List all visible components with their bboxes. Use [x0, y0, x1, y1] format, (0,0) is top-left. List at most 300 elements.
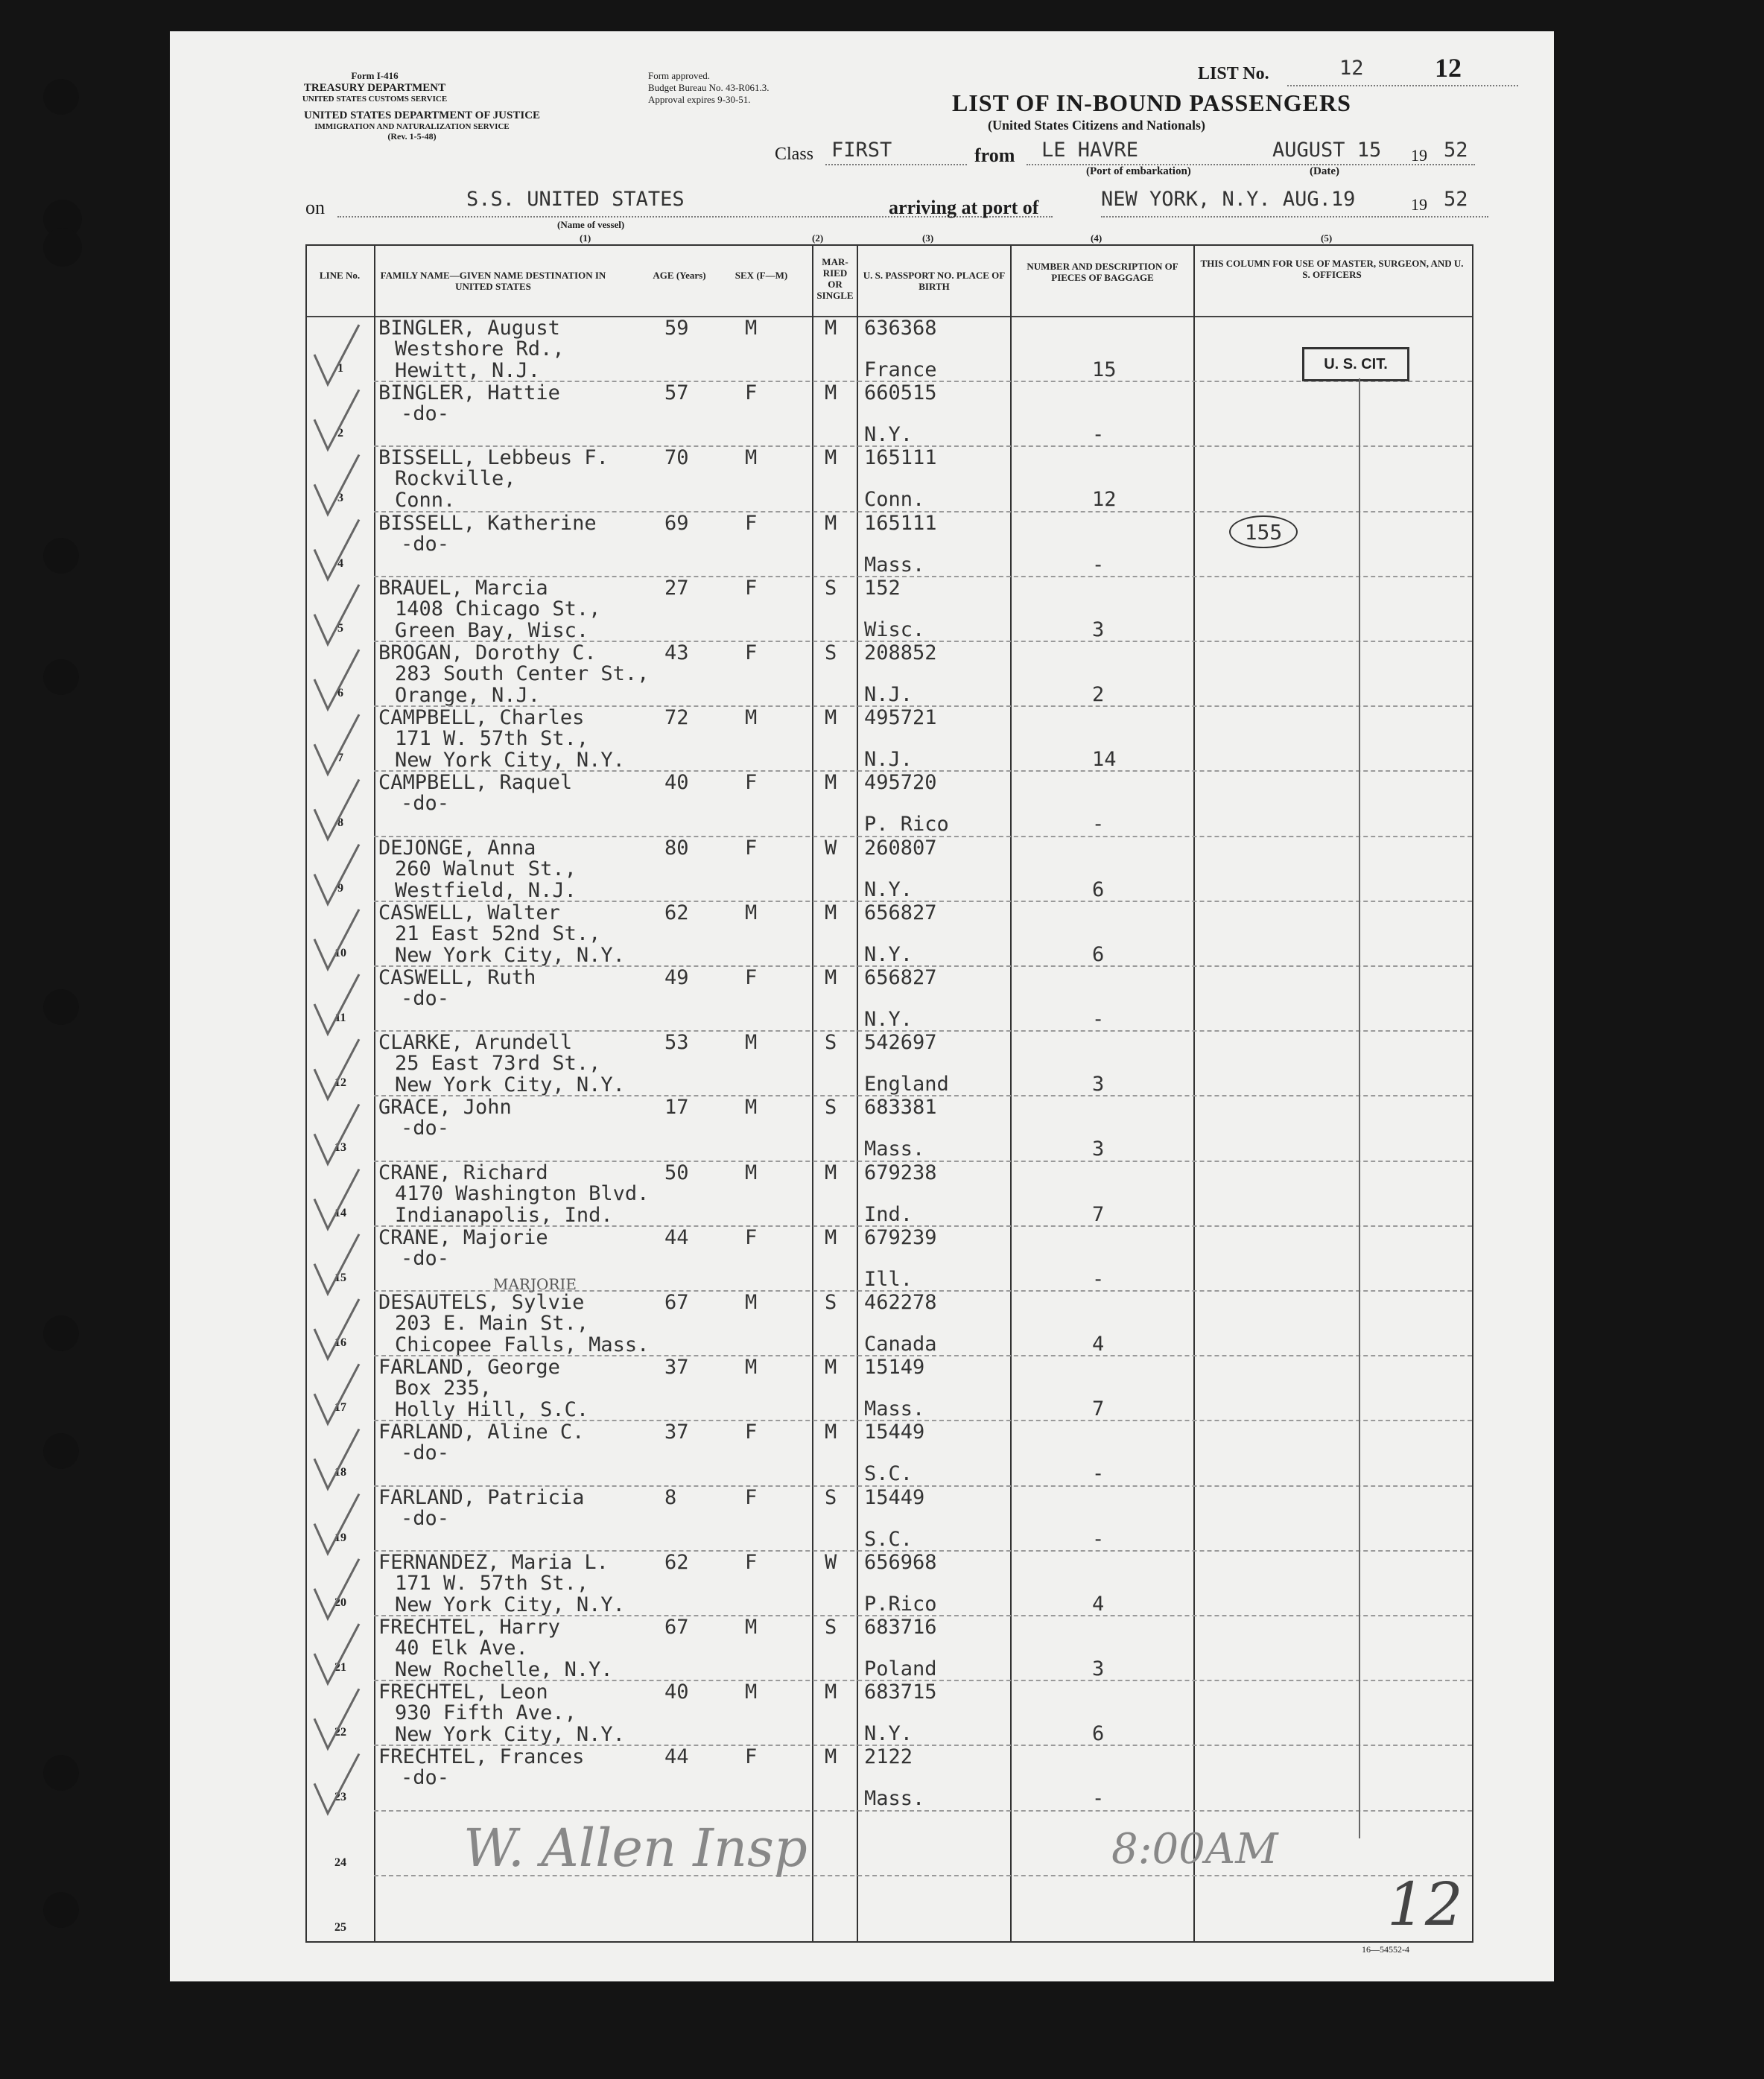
- passenger-name: CRANE, Richard: [378, 1161, 548, 1184]
- inspector-signature: W. Allen Insp: [463, 1818, 808, 1879]
- class-label: Class: [775, 145, 814, 164]
- passport-number: 152: [864, 576, 901, 600]
- col-number-5: (5): [1321, 232, 1333, 244]
- passenger-address: -do-: [401, 532, 450, 556]
- passenger-name: DEJONGE, Anna: [378, 836, 536, 860]
- marital-status: M: [825, 771, 837, 795]
- class-line: [825, 164, 967, 165]
- age: 67: [664, 1291, 689, 1314]
- col-divider-officers: [1193, 246, 1195, 1941]
- passport-number: 462278: [864, 1291, 937, 1314]
- sex: M: [745, 901, 758, 924]
- sex: F: [745, 1421, 758, 1444]
- place-of-birth: N.Y.: [864, 1722, 913, 1746]
- sex: M: [745, 1161, 758, 1184]
- marital-status: M: [825, 1745, 837, 1769]
- passenger-name: CRANE, Majorie: [378, 1225, 548, 1249]
- passport-number: 656827: [864, 901, 937, 924]
- place-of-birth: Mass.: [864, 1787, 925, 1811]
- date-line: [1251, 164, 1475, 165]
- passport-number: 683715: [864, 1680, 937, 1704]
- check-mark: [314, 325, 359, 384]
- marital-status: M: [825, 1225, 837, 1249]
- punch-hole: [43, 79, 79, 115]
- passenger-address: 1408 Chicago St.,: [395, 597, 601, 620]
- passenger-name: BRAUEL, Marcia: [378, 576, 548, 600]
- age: 62: [664, 901, 689, 924]
- vessel-col: (1): [580, 232, 591, 244]
- header-line-no: LINE No.: [319, 270, 361, 281]
- sex: F: [745, 1485, 758, 1509]
- passport-number: 495721: [864, 706, 937, 730]
- passenger-address: 930 Fifth Ave.,: [395, 1701, 577, 1725]
- line-number: 7: [337, 752, 343, 765]
- date-year-prefix: 19: [1411, 146, 1427, 165]
- passenger-name: CAMPBELL, Charles: [378, 706, 585, 730]
- check-mark: [314, 1753, 359, 1813]
- passenger-address: Hewitt, N.J.: [395, 359, 541, 382]
- sex: F: [745, 511, 758, 535]
- vessel-caption: (Name of vessel): [557, 219, 625, 230]
- passenger-name: BINGLER, August: [378, 317, 560, 340]
- baggage-count: 3: [1092, 1137, 1105, 1161]
- passenger-address: 283 South Center St.,: [395, 662, 650, 685]
- list-no-typed: 12: [1339, 57, 1364, 80]
- passenger-name: BISSELL, Lebbeus F.: [378, 446, 609, 470]
- check-mark: [314, 390, 359, 449]
- age: 50: [664, 1161, 689, 1184]
- passenger-address: New York City, N.Y.: [395, 1723, 625, 1747]
- age: 44: [664, 1225, 689, 1249]
- place-of-birth: Ind.: [864, 1202, 913, 1226]
- place-of-birth: Conn.: [864, 488, 925, 512]
- place-of-birth: N.Y.: [864, 1008, 913, 1031]
- ins-service: IMMIGRATION AND NATURALIZATION SERVICE: [314, 122, 510, 131]
- line-number: 16: [334, 1336, 346, 1349]
- line-number: 2: [337, 427, 343, 440]
- age: 43: [664, 641, 689, 664]
- header-sex: SEX (F—M): [735, 270, 788, 281]
- baggage-count: -: [1092, 1462, 1105, 1486]
- line-number: 13: [334, 1141, 346, 1155]
- marital-status: W: [825, 1550, 837, 1574]
- sex: M: [745, 1291, 758, 1314]
- line-number: 8: [337, 816, 343, 830]
- passenger-name: CAMPBELL, Raquel: [378, 771, 573, 795]
- marital-status: S: [825, 1616, 837, 1639]
- place-of-birth: N.J.: [864, 683, 913, 706]
- passenger-manifest-page: [170, 31, 1554, 1981]
- marital-status: S: [825, 641, 837, 664]
- sex: F: [745, 576, 758, 600]
- row-separator: [374, 1810, 1472, 1812]
- header-passport: U. S. PASSPORT NO. PLACE OF BIRTH: [863, 270, 1006, 292]
- passenger-address: New York City, N.Y.: [395, 943, 625, 967]
- header-name: FAMILY NAME—GIVEN NAME DESTINATION IN UNITED STATES: [380, 270, 606, 292]
- passenger-address: 40 Elk Ave.: [395, 1637, 528, 1660]
- check-mark: [314, 779, 359, 839]
- baggage-count: 6: [1092, 1722, 1105, 1746]
- baggage-count: -: [1092, 1008, 1105, 1031]
- vessel-value: S.S. UNITED STATES: [466, 188, 685, 211]
- passenger-address: Indianapolis, Ind.: [395, 1203, 613, 1227]
- list-no-label: LIST No.: [1198, 64, 1269, 83]
- place-of-birth: Canada: [864, 1333, 937, 1356]
- age: 49: [664, 966, 689, 989]
- header-officers: THIS COLUMN FOR USE OF MASTER, SURGEON, AND U. S. OFFICERS: [1200, 258, 1464, 280]
- col-divider-ms-right: [857, 246, 858, 1941]
- baggage-count: 15: [1092, 358, 1117, 381]
- sex: F: [745, 641, 758, 664]
- check-mark: [314, 1364, 359, 1423]
- baggage-count: -: [1092, 1787, 1105, 1811]
- marital-status: W: [825, 836, 837, 860]
- age: 80: [664, 836, 689, 860]
- place-of-birth: P. Rico: [864, 813, 949, 837]
- revision: (Rev. 1-5-48): [387, 131, 437, 142]
- header-married: MAR- RIED OR SINGLE: [816, 256, 854, 301]
- check-mark: [314, 1299, 359, 1359]
- approval-block: [648, 70, 769, 106]
- baggage-count: 6: [1092, 877, 1105, 901]
- baggage-count: -: [1092, 1267, 1105, 1291]
- passport-number: 656827: [864, 966, 937, 989]
- marjorie-correction: MARJORIE: [493, 1275, 577, 1293]
- baggage-count: 3: [1092, 1657, 1105, 1680]
- line-number: 21: [334, 1661, 346, 1674]
- place-of-birth: N.J.: [864, 748, 913, 772]
- baggage-count: 4: [1092, 1592, 1105, 1616]
- sex: F: [745, 1225, 758, 1249]
- line-number: 5: [337, 621, 343, 635]
- passenger-address: -do-: [401, 792, 450, 816]
- passenger-address: 21 East 52nd St.,: [395, 921, 601, 945]
- circled-number: 155: [1229, 515, 1298, 548]
- age: 27: [664, 576, 689, 600]
- age: 72: [664, 706, 689, 730]
- punch-hole: [43, 659, 79, 695]
- check-mark: [314, 1039, 359, 1099]
- age: 44: [664, 1745, 689, 1769]
- line-number: 12: [334, 1076, 346, 1090]
- sex: M: [745, 706, 758, 730]
- check-mark: [314, 1689, 359, 1748]
- arriving-label: arriving at port of: [889, 197, 1039, 218]
- baggage-count: 6: [1092, 942, 1105, 966]
- passenger-address: 260 Walnut St.,: [395, 857, 577, 880]
- justice-block: [304, 109, 541, 142]
- inspection-time: 8:00AM: [1111, 1825, 1278, 1873]
- passenger-name: BROGAN, Dorothy C.: [378, 641, 597, 664]
- passport-number: 165111: [864, 511, 937, 535]
- passport-number: 683381: [864, 1096, 937, 1120]
- place-of-birth: Ill.: [864, 1267, 913, 1291]
- sex: F: [745, 966, 758, 989]
- place-of-birth: Mass.: [864, 1397, 925, 1421]
- sex: M: [745, 1096, 758, 1120]
- passenger-name: FARLAND, Aline C.: [378, 1421, 585, 1444]
- on-label: on: [305, 197, 325, 218]
- baggage-count: 12: [1092, 488, 1117, 512]
- passport-number: 260807: [864, 836, 937, 860]
- passenger-address: -do-: [401, 1766, 450, 1790]
- arrival-line: [1101, 216, 1488, 218]
- us-cit-arrow-line: [1359, 378, 1360, 1838]
- check-mark: [314, 1494, 359, 1554]
- class-value: FIRST: [831, 139, 892, 162]
- age: 40: [664, 1680, 689, 1704]
- punch-hole: [43, 1755, 79, 1791]
- passport-number: 15449: [864, 1485, 925, 1509]
- baggage-count: -: [1092, 553, 1105, 577]
- from-label: from: [974, 145, 1015, 166]
- passenger-count: 12: [1387, 1870, 1463, 1939]
- us-cit-stamp: U. S. CIT.: [1302, 347, 1409, 381]
- line-number: 1: [337, 362, 343, 375]
- marital-status: M: [825, 511, 837, 535]
- marital-status: M: [825, 1161, 837, 1184]
- check-mark: [314, 974, 359, 1034]
- footer-code: 16—54552-4: [1362, 1944, 1409, 1955]
- sex: F: [745, 836, 758, 860]
- age: 67: [664, 1616, 689, 1639]
- budget-bureau: Budget Bureau No. 43-R061.3.: [648, 82, 770, 93]
- marital-status: S: [825, 1096, 837, 1120]
- passport-number: 495720: [864, 771, 937, 795]
- punch-hole: [43, 1315, 79, 1351]
- col-divider-baggage: [1010, 246, 1012, 1941]
- sex: M: [745, 1616, 758, 1639]
- passenger-address: 171 W. 57th St.,: [395, 1571, 589, 1595]
- passenger-address: Orange, N.J.: [395, 684, 541, 707]
- passenger-name: FRECHTEL, Harry: [378, 1616, 560, 1639]
- passenger-name: FRECHTEL, Frances: [378, 1745, 585, 1769]
- baggage-count: -: [1092, 813, 1105, 837]
- baggage-count: 7: [1092, 1202, 1105, 1226]
- marital-status: S: [825, 576, 837, 600]
- col-divider-ms: [812, 246, 813, 1941]
- place-of-birth: S.C.: [864, 1462, 913, 1486]
- baggage-count: -: [1092, 1527, 1105, 1551]
- check-mark: [314, 845, 359, 904]
- passenger-address: Rockville,: [395, 467, 516, 491]
- marital-status: M: [825, 1356, 837, 1380]
- punch-hole: [43, 989, 79, 1025]
- arrival-year-prefix: 19: [1411, 195, 1427, 214]
- port-caption: (Port of embarkation): [1086, 165, 1191, 177]
- customs-service: UNITED STATES CUSTOMS SERVICE: [302, 95, 448, 104]
- marital-status: M: [825, 446, 837, 470]
- baggage-count: 4: [1092, 1333, 1105, 1356]
- passport-number: 165111: [864, 446, 937, 470]
- line-number: 11: [334, 1012, 346, 1024]
- sex: F: [745, 381, 758, 405]
- baggage-count: 3: [1092, 618, 1105, 641]
- passport-number: 660515: [864, 381, 937, 405]
- check-mark: [314, 520, 359, 580]
- age: 57: [664, 381, 689, 405]
- form-number: Form I-416: [351, 70, 399, 81]
- punch-hole: [43, 538, 79, 574]
- place-of-birth: England: [864, 1073, 949, 1096]
- treasury-department: TREASURY DEPARTMENT: [303, 82, 446, 94]
- marital-status: M: [825, 317, 837, 340]
- passenger-address: -do-: [401, 1246, 450, 1270]
- passenger-address: -do-: [401, 1441, 450, 1465]
- marital-status: M: [825, 1680, 837, 1704]
- sex: M: [745, 1031, 758, 1055]
- line-number: 3: [337, 492, 343, 505]
- passenger-address: Green Bay, Wisc.: [395, 618, 589, 642]
- place-of-birth: Wisc.: [864, 618, 925, 641]
- passport-number: 656968: [864, 1550, 937, 1574]
- col-number-3: (3): [922, 232, 934, 244]
- passenger-name: CASWELL, Ruth: [378, 966, 536, 989]
- passenger-name: FERNANDEZ, Maria L.: [378, 1550, 609, 1574]
- line-number: 10: [334, 946, 346, 959]
- passenger-name: FRECHTEL, Leon: [378, 1680, 548, 1704]
- passenger-address: Chicopee Falls, Mass.: [395, 1333, 650, 1356]
- line-number: 15: [334, 1271, 346, 1284]
- passenger-address: New Rochelle, N.Y.: [395, 1658, 613, 1681]
- passenger-address: New York City, N.Y.: [395, 749, 625, 772]
- check-mark: [314, 454, 359, 514]
- check-mark: [314, 650, 359, 709]
- passenger-name: DESAUTELS, Sylvie: [378, 1291, 585, 1314]
- check-mark: [314, 1429, 359, 1488]
- baggage-count: 3: [1092, 1073, 1105, 1096]
- line-number: 22: [334, 1726, 346, 1739]
- marital-status: M: [825, 381, 837, 405]
- check-mark: [314, 1104, 359, 1164]
- age: 37: [664, 1356, 689, 1380]
- passenger-address: Holly Hill, S.C.: [395, 1398, 589, 1422]
- manifest-table: [305, 244, 1473, 1943]
- line-number: 25: [334, 1920, 346, 1934]
- age: 69: [664, 511, 689, 535]
- line-number: 19: [334, 1531, 346, 1544]
- marital-status: M: [825, 1421, 837, 1444]
- line-number: 23: [334, 1791, 346, 1804]
- form-subtitle: (United States Citizens and Nationals): [988, 118, 1206, 133]
- passport-number: 15149: [864, 1356, 925, 1380]
- date-caption: (Date): [1310, 165, 1339, 177]
- punch-hole: [43, 1433, 79, 1469]
- place-of-birth: N.Y.: [864, 942, 913, 966]
- passenger-name: BINGLER, Hattie: [378, 381, 560, 405]
- baggage-count: 14: [1092, 748, 1117, 772]
- baggage-count: -: [1092, 423, 1105, 447]
- passenger-address: Box 235,: [395, 1377, 492, 1400]
- port-value: LE HAVRE: [1041, 139, 1139, 162]
- col-number-2: (2): [812, 232, 824, 244]
- passenger-address: 4170 Washington Blvd.: [395, 1181, 650, 1205]
- passenger-name: CASWELL, Walter: [378, 901, 560, 924]
- sex: M: [745, 1356, 758, 1380]
- place-of-birth: N.Y.: [864, 877, 913, 901]
- age: 8: [664, 1485, 677, 1509]
- passport-number: 679239: [864, 1225, 937, 1249]
- arrival-value: NEW YORK, N.Y. AUG.19: [1101, 188, 1356, 211]
- marital-status: M: [825, 706, 837, 730]
- check-mark: [314, 1559, 359, 1619]
- passport-number: 683716: [864, 1616, 937, 1639]
- date-year: 52: [1444, 139, 1468, 162]
- passenger-address: New York City, N.Y.: [395, 1073, 625, 1097]
- passenger-name: CLARKE, Arundell: [378, 1031, 573, 1055]
- sex: F: [745, 771, 758, 795]
- treasury-block: [282, 70, 468, 104]
- marital-status: S: [825, 1485, 837, 1509]
- marital-status: S: [825, 1291, 837, 1314]
- age: 70: [664, 446, 689, 470]
- check-mark: [314, 1234, 359, 1294]
- sex: F: [745, 1745, 758, 1769]
- passenger-address: Westshore Rd.,: [395, 337, 565, 361]
- place-of-birth: N.Y.: [864, 423, 913, 447]
- header-age: AGE (Years): [653, 270, 706, 281]
- passport-number: 679238: [864, 1161, 937, 1184]
- place-of-birth: P.Rico: [864, 1592, 937, 1616]
- passport-number: 636368: [864, 317, 937, 340]
- passenger-name: BISSELL, Katherine: [378, 511, 597, 535]
- age: 37: [664, 1421, 689, 1444]
- baggage-count: 7: [1092, 1397, 1105, 1421]
- passenger-name: FARLAND, Patricia: [378, 1485, 585, 1509]
- list-no-stamp: 12: [1435, 53, 1462, 83]
- line-number: 24: [334, 1856, 346, 1869]
- passport-number: 2122: [864, 1745, 913, 1769]
- passport-number: 208852: [864, 641, 937, 664]
- sex: F: [745, 1550, 758, 1574]
- line-number: 14: [334, 1206, 346, 1219]
- age: 17: [664, 1096, 689, 1120]
- check-mark: [314, 910, 359, 969]
- passenger-address: Westfield, N.J.: [395, 878, 577, 902]
- arrival-year: 52: [1444, 188, 1468, 211]
- passenger-address: -do-: [401, 1117, 450, 1140]
- approval-expires: Approval expires 9-30-51.: [648, 94, 751, 105]
- line-number: 20: [334, 1596, 346, 1609]
- line-number: 18: [334, 1466, 346, 1479]
- passport-number: 15449: [864, 1421, 925, 1444]
- line-number: 6: [337, 687, 343, 699]
- check-mark: [314, 1169, 359, 1229]
- sex: M: [745, 1680, 758, 1704]
- header-baggage: NUMBER AND DESCRIPTION OF PIECES OF BAGGAGE: [1027, 261, 1178, 283]
- age: 59: [664, 317, 689, 340]
- sex: M: [745, 317, 758, 340]
- line-number: 17: [334, 1401, 346, 1415]
- marital-status: M: [825, 901, 837, 924]
- baggage-count: 2: [1092, 683, 1105, 706]
- passport-number: 542697: [864, 1031, 937, 1055]
- place-of-birth: France: [864, 358, 937, 381]
- punch-hole: [43, 1892, 79, 1928]
- date-value: AUGUST 15: [1272, 139, 1382, 162]
- check-mark: [314, 585, 359, 644]
- col-number-4: (4): [1091, 232, 1102, 244]
- punch-hole: [43, 228, 82, 267]
- justice-department: UNITED STATES DEPARTMENT OF JUSTICE: [304, 109, 541, 121]
- check-marks: [307, 317, 426, 1956]
- form-approved: Form approved.: [648, 70, 711, 81]
- passenger-address: Conn.: [395, 489, 456, 512]
- place-of-birth: Poland: [864, 1657, 937, 1680]
- passenger-address: -do-: [401, 987, 450, 1010]
- passenger-address: -do-: [401, 1506, 450, 1530]
- passenger-name: GRACE, John: [378, 1096, 512, 1120]
